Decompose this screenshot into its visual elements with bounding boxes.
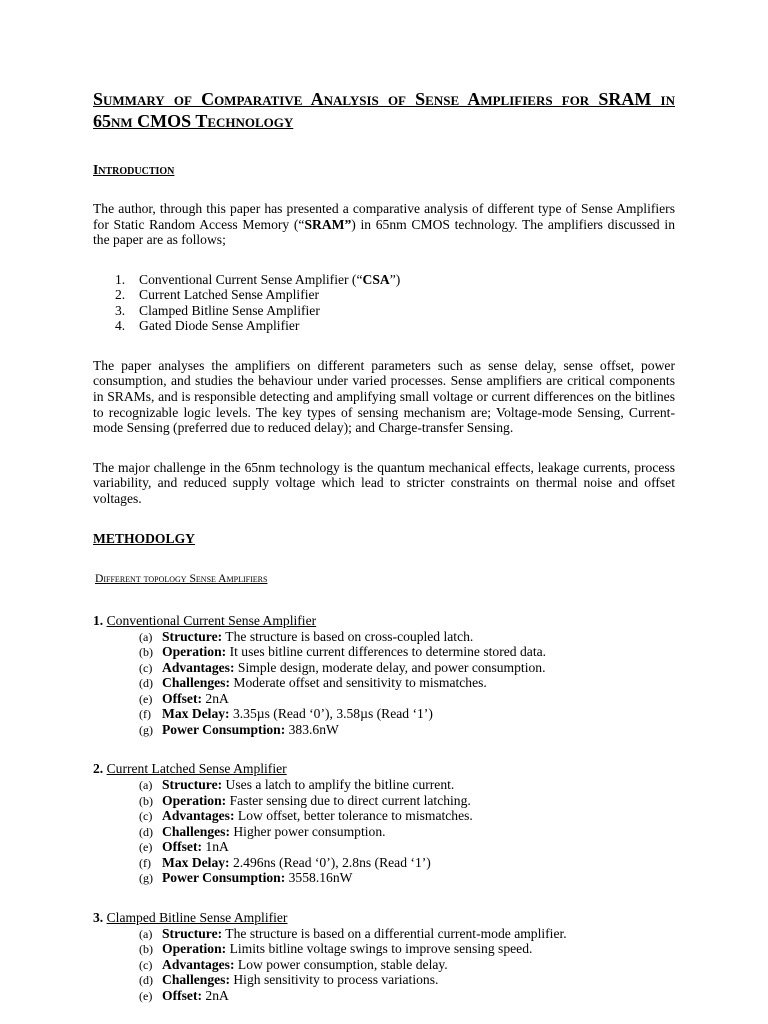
- introduction-heading: Introduction: [93, 162, 175, 177]
- list-text: Conventional Current Sense Amplifier (“: [139, 271, 363, 287]
- amplifier-1-title: [93, 613, 675, 629]
- detail-item: [93, 706, 675, 722]
- detail-key: Max Delay:: [162, 854, 230, 870]
- detail-value: Faster sensing due to direct current latching.: [226, 792, 471, 808]
- detail-key: Structure:: [162, 777, 223, 793]
- list-text: Current Latched Sense Amplifier: [139, 287, 320, 303]
- detail-key: Challenges:: [162, 823, 230, 839]
- list-item: [93, 287, 675, 303]
- detail-item: [93, 660, 675, 676]
- detail-value: 2.496ns (Read ‘0’), 2.8ns (Read ‘1’): [229, 854, 431, 870]
- detail-item: [93, 691, 675, 707]
- detail-label: (g): [139, 722, 153, 737]
- detail-item: [93, 855, 675, 871]
- detail-value: Moderate offset and sensitivity to mismatches.: [229, 675, 487, 691]
- detail-value: 3.35µs (Read ‘0’), 3.58µs (Read ‘1’): [229, 706, 433, 722]
- amplifier-name: Conventional Current Sense Amplifier: [106, 612, 317, 628]
- detail-label: (c): [139, 809, 153, 824]
- detail-item: [93, 957, 675, 973]
- detail-item: [93, 675, 675, 691]
- detail-key: Offset:: [162, 987, 203, 1003]
- list-after: ”): [389, 271, 401, 287]
- amplifier-name: Current Latched Sense Amplifier: [106, 761, 287, 777]
- detail-key: Power Consumption:: [162, 870, 286, 886]
- detail-value: 2nA: [202, 987, 229, 1003]
- detail-key: Operation:: [162, 644, 227, 660]
- list-bold: CSA: [362, 271, 390, 287]
- detail-value: Low offset, better tolerance to mismatches.: [234, 808, 473, 824]
- detail-value: Low power consumption, stable delay.: [234, 956, 448, 972]
- detail-label: (a): [139, 778, 153, 793]
- amplifier-number: 3.: [93, 909, 104, 925]
- detail-value: Simple design, moderate delay, and power consumption.: [234, 659, 546, 675]
- detail-item: [93, 988, 675, 1004]
- detail-label: (d): [139, 676, 153, 691]
- detail-value: The structure is based on a differential current-mode amplifier.: [222, 925, 567, 941]
- detail-item: [93, 926, 675, 942]
- detail-item: [93, 870, 675, 886]
- detail-label: (b): [139, 942, 153, 957]
- detail-key: Power Consumption:: [162, 721, 286, 737]
- detail-key: Structure:: [162, 925, 223, 941]
- detail-item: [93, 777, 675, 793]
- detail-key: Advantages:: [162, 808, 235, 824]
- list-number: 4.: [115, 318, 126, 334]
- detail-value: Uses a latch to amplify the bitline current.: [222, 777, 455, 793]
- detail-key: Structure:: [162, 628, 223, 644]
- detail-key: Challenges:: [162, 972, 230, 988]
- detail-label: (d): [139, 973, 153, 988]
- detail-label: (a): [139, 926, 153, 941]
- topology-subheading: Different topology Sense Amplifiers: [95, 571, 268, 585]
- detail-key: Operation:: [162, 941, 227, 957]
- detail-value: 3558.16nW: [285, 870, 353, 886]
- detail-label: (g): [139, 871, 153, 886]
- detail-item: [93, 722, 675, 738]
- amplifier-number: 1.: [93, 612, 104, 628]
- intro-paragraph-1-bold: SRAM”: [304, 216, 352, 232]
- intro-paragraph-3: The major challenge in the 65nm technology is the quantum mechanical effects, leakage currents, process variability, and reduced supply voltage which lead to stricter constraints on thermal noise and offset voltages.: [93, 459, 675, 506]
- detail-label: (b): [139, 793, 153, 808]
- detail-item: [93, 824, 675, 840]
- detail-item: [93, 839, 675, 855]
- detail-key: Advantages:: [162, 659, 235, 675]
- detail-label: (e): [139, 840, 153, 855]
- detail-label: (c): [139, 660, 153, 675]
- amplifier-2-details: [93, 777, 675, 886]
- detail-value: 2nA: [202, 690, 229, 706]
- detail-label: (e): [139, 691, 153, 706]
- detail-label: (f): [139, 707, 151, 722]
- amplifier-2-title: [93, 761, 675, 777]
- detail-key: Challenges:: [162, 675, 230, 691]
- detail-label: (c): [139, 957, 153, 972]
- methodology-heading: METHODOLGY: [93, 530, 195, 546]
- amplifier-list: [93, 272, 675, 334]
- detail-key: Offset:: [162, 839, 203, 855]
- document-page: [93, 88, 675, 1003]
- detail-value: 1nA: [202, 839, 229, 855]
- list-text: Clamped Bitline Sense Amplifier: [139, 302, 320, 318]
- detail-label: (b): [139, 645, 153, 660]
- list-text: Gated Diode Sense Amplifier: [139, 318, 300, 334]
- detail-value: Higher power consumption.: [229, 823, 386, 839]
- detail-value: 383.6nW: [285, 721, 339, 737]
- detail-value: Limits bitline voltage swings to improve sensing speed.: [226, 941, 533, 957]
- detail-key: Offset:: [162, 690, 203, 706]
- detail-value: The structure is based on cross-coupled latch.: [222, 628, 474, 644]
- detail-value: It uses bitline current differences to determine stored data.: [226, 644, 547, 660]
- amplifier-name: Clamped Bitline Sense Amplifier: [106, 909, 288, 925]
- amplifier-number: 2.: [93, 761, 104, 777]
- list-number: 1.: [115, 271, 126, 287]
- detail-item: [93, 644, 675, 660]
- amplifier-1-details: [93, 629, 675, 738]
- list-number: 2.: [115, 287, 126, 303]
- detail-key: Advantages:: [162, 956, 235, 972]
- document-title: Summary of Comparative Analysis of Sense Amplifiers for SRAM in 65nm CMOS Technology: [93, 89, 675, 131]
- intro-paragraph-1: [93, 201, 675, 248]
- detail-item: [93, 808, 675, 824]
- intro-paragraph-1-after: ) in 65nm CMOS technology. The amplifiers discussed in the paper are as follows;: [93, 216, 675, 248]
- detail-item: [93, 941, 675, 957]
- detail-label: (a): [139, 629, 153, 644]
- detail-label: (f): [139, 855, 151, 870]
- detail-key: Max Delay:: [162, 706, 230, 722]
- list-item: [93, 272, 675, 288]
- amplifier-3-details: [93, 926, 675, 1004]
- detail-item: [93, 629, 675, 645]
- detail-key: Operation:: [162, 792, 227, 808]
- detail-item: [93, 972, 675, 988]
- list-item: [93, 318, 675, 334]
- detail-label: (d): [139, 824, 153, 839]
- amplifier-3-title: [93, 910, 675, 926]
- intro-paragraph-2: The paper analyses the amplifiers on different parameters such as sense delay, sense offset, power consumption, and studies the behaviour under varied processes. Sense amplifiers are critical components in SRAMs, and is responsible detecting and amplifying small voltage or current differences on the bitlines to recognizable logic levels. The key types of sensing mechanism are; Voltage-mode Sensing, Current-mode Sensing (preferred due to reduced delay); and Charge-transfer Sensing.: [93, 357, 675, 436]
- detail-value: High sensitivity to process variations.: [229, 972, 439, 988]
- list-item: [93, 303, 675, 319]
- list-number: 3.: [115, 302, 126, 318]
- intro-paragraph-1-text: The author, through this paper has presented a comparative analysis of different type of Sense Amplifiers for Static Random Access Memory (“: [93, 201, 675, 232]
- detail-item: [93, 793, 675, 809]
- detail-label: (e): [139, 988, 153, 1003]
